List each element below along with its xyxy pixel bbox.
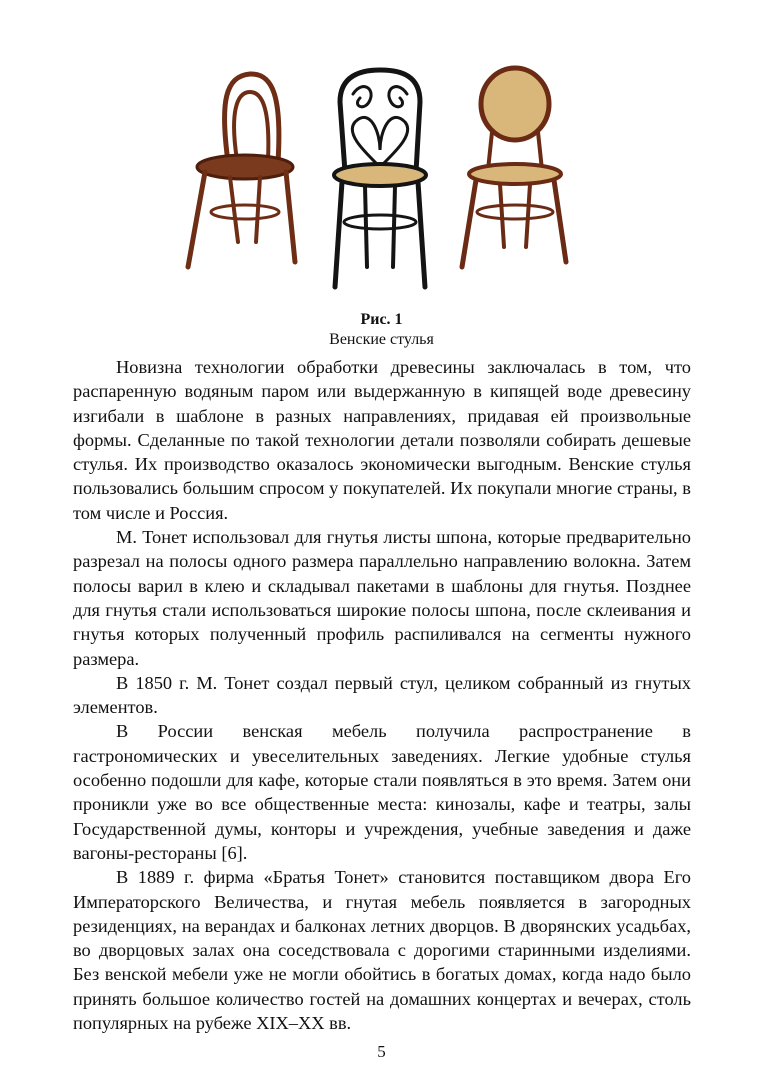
body-text <box>73 355 691 1035</box>
page-number: 5 <box>377 1042 386 1061</box>
bentwood-chair-brown <box>188 74 295 267</box>
bentwood-chair-cane-oval-back <box>462 68 566 267</box>
paragraph: М. Тонет использовал для гнутья листы шпона, которые предварительно разрезал на полосы одного размера параллельно направлению волокна. Затем полосы варил в клею и складывал пакетами в шаблоны для гнутья. Позднее для гнутья стали использоваться широкие полосы шпона, после склеивания и гнутья которых полученный профиль распиливался на сегменты нужного размера. <box>73 527 691 669</box>
paragraph: В 1889 г. фирма «Братья Тонет» становится поставщиком двора Его Императорского Величества, и гнутая мебель появляется в загородных резиденциях, на верандах и балконах летних дворцов. В дворянских усадьбах, во дворцовых залах она соседствовала с дорогими старинными изделиями. Без венской мебели уже не могли обойтись в богатых домах, когда надо было принять большое количество гостей на домашних концертах и вечерах, столь популярных на рубеже XIX–XX вв. <box>73 867 691 1034</box>
paragraph: Новизна технологии обработки древесины заключалась в том, что распаренную водяным паром или выдержанную в кипящей воде древесину изгибали в шаблоне в разных направлениях, придавая ей произвольные формы. Сделанные по такой технологии детали позволяли собирать дешевые стулья. Их производство оказалось экономически выгодным. Венские стулья пользовались большим спросом у покупателей. Их покупали многие страны, в том числе и Россия. <box>73 357 691 523</box>
figure-label: Рис. 1 <box>360 311 403 328</box>
figure-caption: Венские стулья <box>329 331 434 348</box>
figure-chairs <box>170 62 600 302</box>
paragraph: В 1850 г. М. Тонет создал первый стул, целиком собранный из гнутых элементов. <box>73 672 691 718</box>
paragraph: В России венская мебель получила распространение в гастрономических и увеселительных заведениях. Легкие удобные стулья особенно подошли для кафе, которые стали появляться в это время. Затем они проникли уже во все общественные места: кинозалы, кафе и театры, залы Государственной думы, конторы и учреждения, учебные заведения и даже вагоны-рестораны [6]. <box>73 721 691 863</box>
bentwood-chair-black-scroll-back <box>334 70 426 287</box>
